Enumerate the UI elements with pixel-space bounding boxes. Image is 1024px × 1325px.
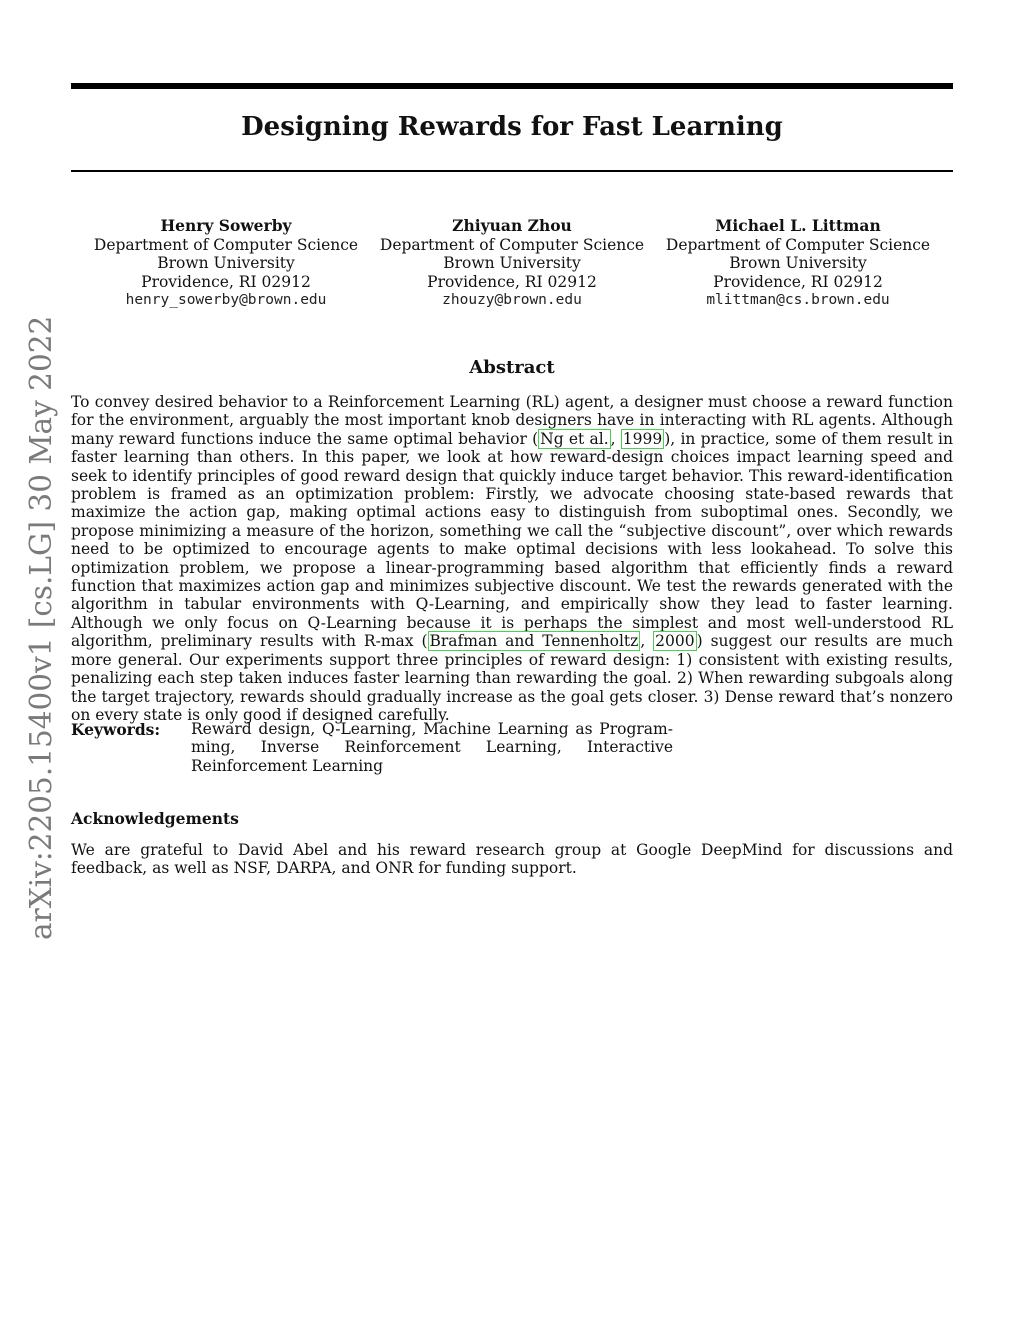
author-1 [81,217,371,310]
abstract-text: ), in practice, some of them result in faster learning than others. In this paper, we look at how reward-design choices impact learning speed and seek to identify principles of good reward design that quickly induce target behavior. This reward-identification problem is framed as an optimization problem: Firstly, we advocate choosing state-based rewards that maximize the action gap, making optimal actions easy to distinguish from suboptimal ones. Secondly, we propose minimizing a measure of the horizon, something we call the “subjective discount”, over which rewards need to be optimized to encourage agents to make optimal decisions with less lookahead. To solve this optimization problem, we propose a linear-programming based algorithm that efficiently finds a reward function that maximizes action gap and minimizes subjective discount. We test the rewards generated with the algorithm in tabular environments with Q-Learning, and empirically show they lead to faster learning. Although we only focus on Q-Learning because it is perhaps the simplest and most well-understood RL algorithm, preliminary results with R-max ( [71,429,953,651]
author-location: Providence, RI 02912 [713,272,883,291]
abstract-body [71,393,953,724]
citation-separator: , [640,632,654,651]
citation-year-link[interactable]: 1999 [622,429,663,448]
paper-title: Designing Rewards for Fast Learning [241,112,783,142]
author-name: Zhiyuan Zhou [452,216,572,235]
keywords-text: Reward design, Q-Learning, Machine Learning as Program-ming, Inverse Reinforcement Learning, Interactive Reinforcement Learning [191,720,673,775]
top-rule [71,83,953,89]
abstract-heading: Abstract [469,357,555,378]
author-2 [367,217,657,310]
author-email[interactable]: mlittman@cs.brown.edu [706,292,890,308]
author-name: Henry Sowerby [160,216,292,235]
author-email[interactable]: zhouzy@brown.edu [442,292,582,308]
keywords-label: Keywords: [71,720,161,739]
author-name: Michael L. Littman [715,216,881,235]
author-university: Brown University [729,254,867,272]
title-rule [71,170,953,172]
author-location: Providence, RI 02912 [427,272,597,291]
author-3 [653,217,943,310]
arxiv-side-identifier: arXiv:2205.15400v1 [cs.LG] 30 May 2022 [24,315,58,940]
acknowledgements-heading: Acknowledgements [71,809,239,828]
author-email[interactable]: henry_sowerby@brown.edu [125,292,327,308]
citation-separator: , [610,429,621,448]
author-university: Brown University [157,254,295,272]
author-location: Providence, RI 02912 [141,272,311,291]
abstract-text: To convey desired behavior to a Reinforcement Learning (RL) agent, a designer must choose a reward function for the environment, arguably the most important knob designers have in interacting with RL agents. Although many reward functions induce the same optimal behavior ( [71,393,953,448]
author-university: Brown University [443,254,581,272]
citation-year-link[interactable]: 2000 [655,632,695,651]
author-department: Department of Computer Science [379,235,645,254]
author-department: Department of Computer Science [93,235,359,254]
acknowledgements-text: We are grateful to David Abel and his reward research group at Google DeepMind for discussions and feedback, as well as NSF, DARPA, and ONR for funding support. [71,841,953,878]
citation-link[interactable]: Brafman and Tennenholtz [429,632,639,651]
author-department: Department of Computer Science [665,235,931,254]
citation-link[interactable]: Ng et al. [540,429,609,448]
abstract-text: ) suggest our results are much more general. Our experiments support three principles of reward design: 1) consistent with existing results, penalizing each step taken induces faster learning than rewarding the goal. 2) When rewarding subgoals along the target trajectory, rewards should gradually increase as the goal gets closer. 3) Dense reward that’s nonzero on every state is only good if designed carefully. [71,632,954,724]
